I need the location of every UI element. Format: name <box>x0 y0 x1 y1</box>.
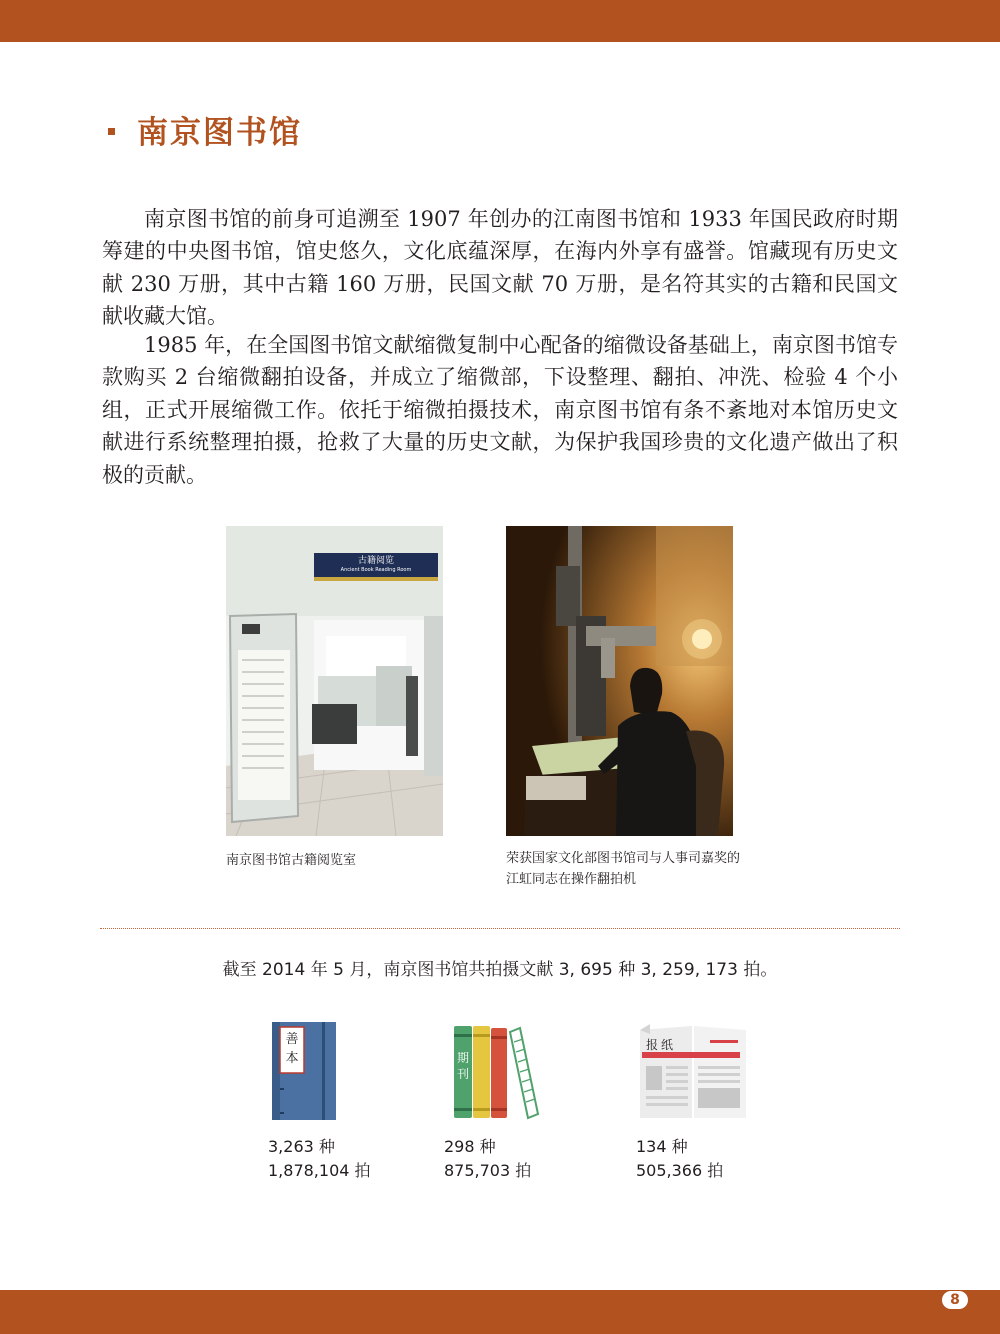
photo-caption: 荣获国家文化部图书馆司与人事司嘉奖的江虹同志在操作翻拍机 <box>506 851 741 887</box>
stat-frames: 1,878,104 拍 <box>268 1161 371 1180</box>
bullet-icon <box>108 128 115 135</box>
newspaper-icon <box>638 1024 748 1118</box>
page-title: 南京图书馆 <box>137 114 302 151</box>
history-paragraph: 1985 年，在全国图书馆文献缩微复制中心配备的缩微设备基础上，南京图书馆专款购买 2 台缩微翻拍设备，并成立了缩微部，下设整理、翻拍、冲洗、检验 4 个小组，正式开展缩微工作。依托于缩微拍摄技术，南京图书馆有条不紊地对本馆历史文献进行系统整理拍摄，抢救了大量的历史文献，为保护我国珍贵的文化遗产做出了积极的贡献。 <box>102 333 898 487</box>
top-color-band <box>0 0 1000 42</box>
photo-caption: 南京图书馆古籍阅览室 <box>226 853 357 868</box>
journals-stat <box>444 1135 531 1183</box>
sign-subtext: Ancient Book Reading Room <box>340 567 412 573</box>
stat-frames: 505,366 拍 <box>636 1161 724 1180</box>
newspaper-label: 报纸 <box>646 1038 677 1052</box>
newspaper-stat <box>636 1135 723 1183</box>
journals-label: 期刊 <box>456 1051 469 1081</box>
microfilm-camera-operator-photo <box>506 526 733 836</box>
stat-kinds: 298 种 <box>444 1137 496 1156</box>
bottom-color-band <box>0 1290 1000 1334</box>
stat-kinds: 3,263 种 <box>268 1137 335 1156</box>
section-heading <box>108 104 302 154</box>
page-number: 8 <box>942 1291 968 1309</box>
journals-icon <box>452 1024 542 1120</box>
rare-book-label: 善本 <box>285 1032 299 1066</box>
rare-book-icon <box>272 1022 336 1120</box>
intro-paragraph: 南京图书馆的前身可追溯至 1907 年创办的江南图书馆和 1933 年国民政府时期筹建的中央图书馆，馆史悠久，文化底蕴深厚，在海内外享有盛誉。馆藏现有历史文献 230 万册，其中古籍 160 万册，民国文献 70 万册，是名符其实的古籍和民国文献收藏大馆。 <box>102 207 898 329</box>
summary-text: 截至 2014 年 5 月，南京图书馆共拍摄文献 3, 695 种 3, 259, 173 拍。 <box>222 960 778 980</box>
stat-kinds: 134 种 <box>636 1137 688 1156</box>
section-divider <box>100 928 900 929</box>
sign-text: 古籍阅览 <box>357 556 394 566</box>
stat-frames: 875,703 拍 <box>444 1161 532 1180</box>
rare-book-stat <box>268 1135 371 1183</box>
reading-room-photo <box>226 526 443 836</box>
